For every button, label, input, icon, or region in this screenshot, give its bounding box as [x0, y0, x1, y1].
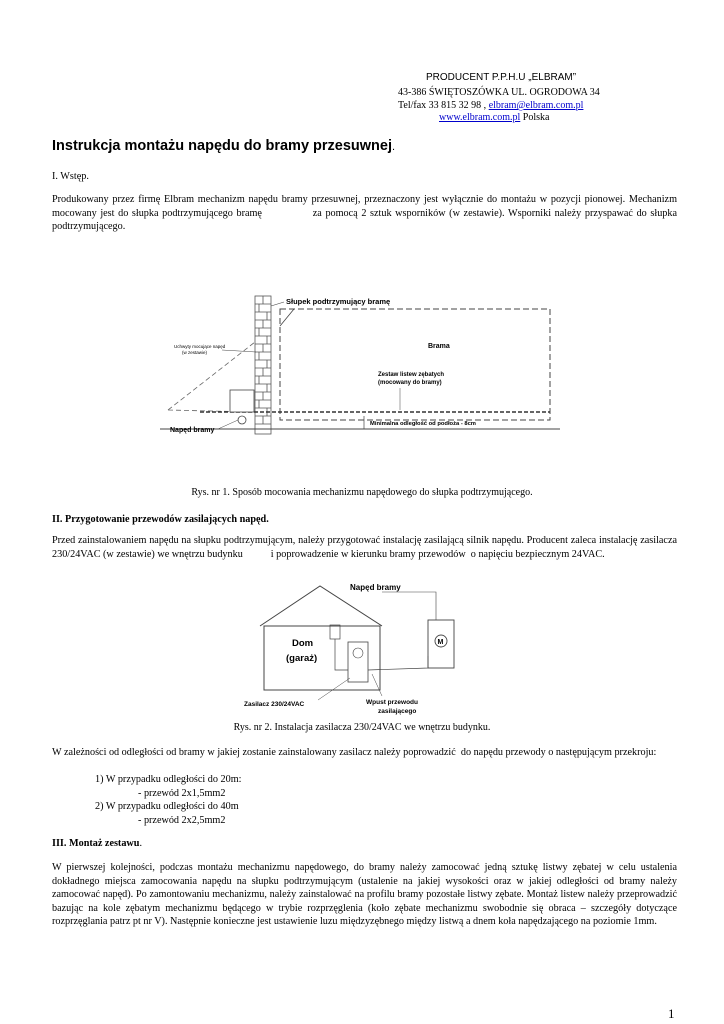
page-title: [52, 138, 395, 154]
website-link[interactable]: www.elbram.com.pl: [439, 112, 521, 123]
cable-item-2: 2) W przypadku odległości do 40m: [95, 801, 239, 812]
title-text: Instrukcja montażu napędu do bramy przesuwnej: [52, 138, 393, 154]
label-house-1: Dom: [292, 638, 314, 649]
socket: [330, 625, 340, 639]
section-3-heading-dot: .: [139, 838, 142, 849]
label-motor: M: [437, 639, 444, 646]
gate-outline: [280, 309, 550, 420]
figure-1-diagram: [160, 292, 560, 438]
cable-item-2-sub: - przewód 2x2,5mm2: [138, 815, 226, 826]
label-rack-2: (mocowany do bramy): [378, 380, 442, 386]
cable-run: [335, 639, 428, 670]
page-number: 1: [668, 1006, 675, 1021]
label-outlet-2: zasilającego: [378, 708, 417, 715]
section-3-heading-text: III. Montaż zestawu: [52, 838, 140, 849]
house-walls: [264, 626, 380, 690]
drive-gear: [238, 416, 246, 424]
label-gate: Brama: [428, 343, 450, 350]
title-dot: .: [392, 141, 396, 153]
brick-post: [255, 296, 271, 434]
gate-corner: [280, 309, 294, 326]
section-1-paragraph: Produkowany przez firmę Elbram mechanizm napędu bramy przesuwnej, przeznaczony jest wyłącznie do montażu w pozycji pionowej. Mechanizm mocowany jest do słupka podtrzymującego bramę za pomocą 2 sztuk wsporników (w zestawie). Wsporniki należy przyspawać do słupka podtrzymującego.: [52, 194, 677, 233]
label-brackets-2: (w zestawie): [182, 350, 208, 355]
label-psu: Zasilacz 230/24VAC: [244, 701, 305, 708]
section-3-heading: [52, 837, 142, 851]
cable-item-1-sub: - przewód 2x1,5mm2: [138, 788, 226, 799]
country: Polska: [520, 112, 550, 123]
section-2-paragraph: Przed zainstalowaniem napędu na słupku podtrzymującym, należy przygotować instalację zasilającą silnik napędu. Producent zaleca instalację zasilacza 230/24VAC (w zestawie) we wnętrzu budynku i poprowadzenie w kierunku bramy przewodów o napięciu bezpiecznym 24VAC.: [52, 535, 677, 560]
cable-intro: W zależności od odległości od bramy w jakiej zostanie zainstalowany zasilacz należy poprowadzić do napędu przewody o następującym przekroju:: [52, 747, 657, 758]
section-1-heading: I. Wstęp.: [52, 171, 89, 182]
cable-item-1: 1) W przypadku odległości do 20m:: [95, 774, 242, 785]
house-roof: [260, 586, 382, 626]
figure-1-caption: Rys. nr 1. Sposób mocowania mechanizmu napędowego do słupka podtrzymującego.: [191, 487, 533, 498]
figure-2-caption: Rys. nr 2. Instalacja zasilacza 230/24VAC we wnętrzu budynku.: [233, 722, 491, 733]
label-brackets-1: Uchwyty mocujące napęd: [174, 344, 226, 349]
label-post: Słupek podtrzymujący bramę: [286, 297, 391, 306]
telfax: Tel/fax 33 815 32 98 ,: [398, 100, 489, 111]
section-3-paragraph: W pierwszej kolejności, podczas montażu mechanizmu napędowego, do bramy należy zamocować jedną sztukę listwy zębatej w celu ustalenia dokładnego miejsca zamocowania napędu na słupku podtrzymującym (ustalenie na jakiej wysokości oraz w jakiej odległości od bramy należy zamocować napęd). Po zamontowaniu mechanizmu, należy zainstalować na profilu bramy pozostałe listwy zębate. Montaż listew należy przeprowadzić bazując na kole zębatym mechanizmu będącego w trybie rozprzęglenia (koło zębate mechanizmu swobodnie się obraca – szczegóły dotyczące rozprzęglania patrz pt nr V). Następnie konieczne jest ustawienie luzu międzyzębnego między listwą a dnem koła napędzającego na poziomie 1mm.: [52, 862, 677, 928]
label-drive-2: Napęd bramy: [350, 583, 401, 592]
section-2-heading: II. Przygotowanie przewodów zasilających napęd.: [52, 514, 269, 525]
label-rack-1: Zestaw listew zębatych: [378, 372, 445, 378]
company-name: PRODUCENT P.P.H.U „ELBRAM”: [426, 72, 577, 83]
website-line: [439, 111, 549, 125]
label-outlet-1: Wpust przewodu: [366, 699, 418, 706]
company-address: 43-386 ŚWIĘTOSZÓWKA UL. OGRODOWA 34: [398, 87, 600, 98]
label-drive: Napęd bramy: [170, 427, 215, 434]
email-link[interactable]: elbram@elbram.com.pl: [488, 100, 584, 111]
drive-unit: [230, 390, 254, 412]
label-house-2: (garaż): [286, 653, 318, 664]
label-ground: Minimalna odległość od podłoża - 8cm: [370, 421, 476, 427]
figure-2-diagram: [232, 578, 472, 720]
